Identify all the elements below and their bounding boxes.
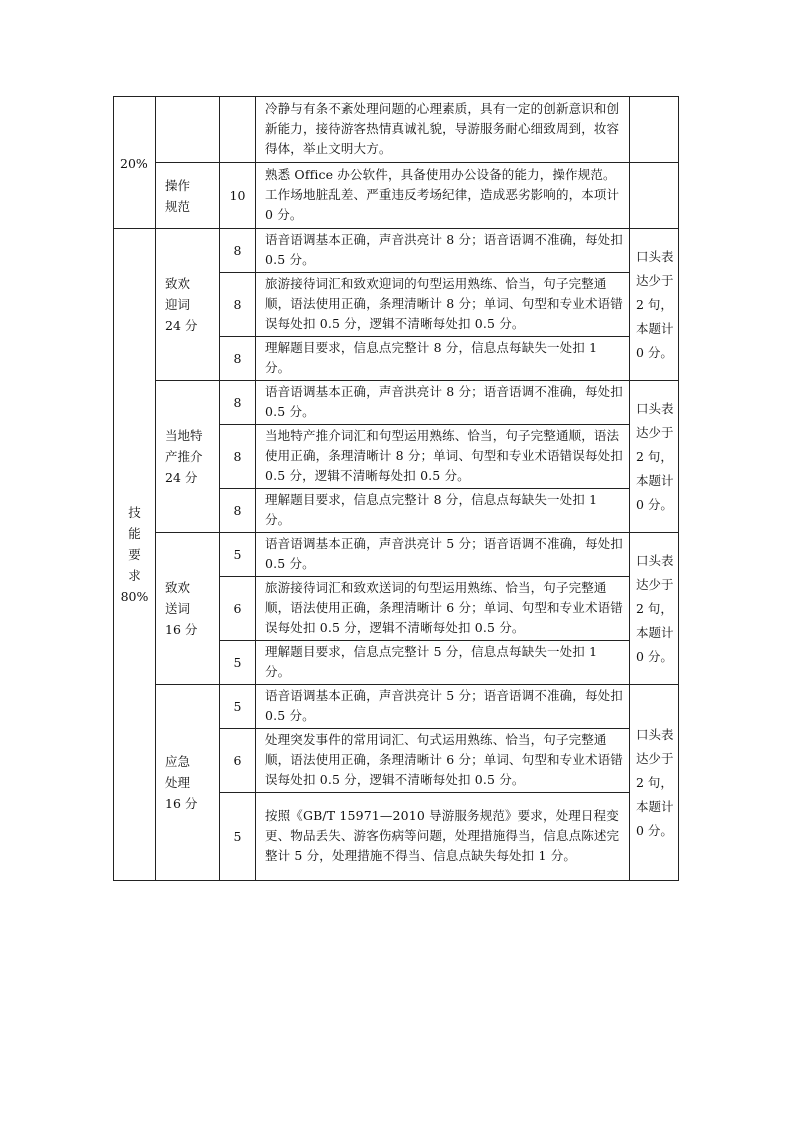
criteria-text: 理解题目要求，信息点完整计 5 分，信息点每缺失一处扣 1 分。 <box>265 644 598 679</box>
table-row <box>114 685 679 729</box>
score-cell <box>220 577 256 641</box>
item-label-line: 24 分 <box>165 470 198 485</box>
item-label-line: 产推介 <box>165 449 203 464</box>
item-label-line: 致欢 <box>165 580 191 595</box>
score-value: 8 <box>233 242 242 258</box>
item-label-line: 当地特 <box>165 428 203 443</box>
category-skill-char: 求 <box>128 568 141 583</box>
note-text: 口头表达少于 2 句，本题计 0 分。 <box>636 248 674 360</box>
criteria-cell <box>256 381 630 425</box>
score-cell <box>220 273 256 337</box>
criteria-text: 旅游接待词汇和致欢送词的句型运用熟练、恰当，句子完整通顺，语法使用正确，条理清晰计 6 分；单词、句型和专业术语错误每处扣 0.5 分，逻辑不清晰每处扣 0.5 分。 <box>265 580 623 635</box>
score-value: 8 <box>233 394 242 410</box>
item-cell <box>156 381 220 533</box>
criteria-text: 语音语调基本正确，声音洪亮计 5 分；语音语调不准确，每处扣 0.5 分。 <box>265 688 623 723</box>
table-row <box>114 533 679 577</box>
category-percent-cell <box>114 97 156 229</box>
note-cell <box>630 685 679 881</box>
score-cell <box>220 793 256 881</box>
note-cell <box>630 533 679 685</box>
score-cell <box>220 489 256 533</box>
category-skill-char: 能 <box>128 526 141 541</box>
note-text: 口头表达少于 2 句，本题计 0 分。 <box>636 552 674 664</box>
table-row <box>114 97 679 163</box>
item-label-line: 处理 <box>165 775 191 790</box>
score-cell <box>220 729 256 793</box>
criteria-cell <box>256 685 630 729</box>
criteria-cell <box>256 533 630 577</box>
criteria-text: 语音语调基本正确，声音洪亮计 8 分；语音语调不准确，每处扣 0.5 分。 <box>265 384 623 419</box>
criteria-text: 语音语调基本正确，声音洪亮计 5 分；语音语调不准确，每处扣 0.5 分。 <box>265 536 623 571</box>
item-label-line: 16 分 <box>165 796 198 811</box>
criteria-cell <box>256 489 630 533</box>
table-row <box>114 229 679 273</box>
criteria-cell <box>256 229 630 273</box>
score-cell <box>220 381 256 425</box>
note-cell-empty <box>630 163 679 229</box>
category-skill-cell <box>114 229 156 881</box>
score-value: 8 <box>233 502 242 518</box>
score-cell <box>220 533 256 577</box>
item-label-line: 致欢 <box>165 276 191 291</box>
score-value: 10 <box>229 187 246 203</box>
item-label-line: 迎词 <box>165 297 191 312</box>
criteria-text: 理解题目要求，信息点完整计 8 分，信息点每缺失一处扣 1 分。 <box>265 492 598 527</box>
criteria-text: 当地特产推介词汇和句型运用熟练、恰当，句子完整通顺，语法使用正确，条理清晰计 8 分；单词、句型和专业术语错误每处扣 0.5 分，逻辑不清晰每处扣 0.5 分。 <box>265 428 623 483</box>
table-row <box>114 163 679 229</box>
criteria-text: 理解题目要求，信息点完整计 8 分，信息点每缺失一处扣 1 分。 <box>265 340 598 375</box>
score-cell-empty <box>220 97 256 163</box>
criteria-cell <box>256 273 630 337</box>
item-cell <box>156 229 220 381</box>
score-value: 5 <box>233 546 242 562</box>
category-skill-char: 要 <box>128 547 141 562</box>
note-cell-empty <box>630 97 679 163</box>
note-text: 口头表达少于 2 句，本题计 0 分。 <box>636 400 674 512</box>
criteria-text: 语音语调基本正确，声音洪亮计 8 分；语音语调不准确，每处扣 0.5 分。 <box>265 232 623 267</box>
note-text: 口头表达少于 2 句，本题计 0 分。 <box>636 726 674 838</box>
score-value: 8 <box>233 448 242 464</box>
score-value: 6 <box>233 752 242 768</box>
score-cell <box>220 685 256 729</box>
note-cell <box>630 229 679 381</box>
item-cell <box>156 163 220 229</box>
criteria-cell <box>256 577 630 641</box>
criteria-text: 旅游接待词汇和致欢迎词的句型运用熟练、恰当，句子完整通顺，语法使用正确，条理清晰计 8 分；单词、句型和专业术语错误每处扣 0.5 分，逻辑不清晰每处扣 0.5 分。 <box>265 276 623 331</box>
score-value: 5 <box>233 828 242 844</box>
score-cell <box>220 337 256 381</box>
score-value: 6 <box>233 600 242 616</box>
item-cell <box>156 685 220 881</box>
item-label-line: 24 分 <box>165 318 198 333</box>
item-label-line: 16 分 <box>165 622 198 637</box>
score-cell <box>220 425 256 489</box>
table-row <box>114 381 679 425</box>
criteria-text: 熟悉 Office 办公软件，具备使用办公设备的能力，操作规范。工作场地脏乱差、严重违反考场纪律，造成恶劣影响的，本项计 0 分。 <box>265 167 620 222</box>
criteria-text: 处理突发事件的常用词汇、句式运用熟练、恰当，句子完整通顺，语法使用正确，条理清晰计 6 分；单词、句型和专业术语错误每处扣 0.5 分，逻辑不清晰每处扣 0.5 分。 <box>265 732 623 787</box>
item-cell <box>156 533 220 685</box>
score-value: 8 <box>233 350 242 366</box>
score-value: 5 <box>233 698 242 714</box>
item-label-line: 操作 <box>165 177 191 193</box>
item-cell-empty <box>156 97 220 163</box>
item-label-line: 规范 <box>165 198 191 214</box>
criteria-cell <box>256 97 630 163</box>
criteria-cell <box>256 793 630 881</box>
note-cell <box>630 381 679 533</box>
criteria-cell <box>256 729 630 793</box>
item-label-line: 送词 <box>165 601 191 616</box>
category-skill-char: 技 <box>128 505 141 520</box>
criteria-cell <box>256 425 630 489</box>
scoring-table <box>113 96 679 881</box>
criteria-cell <box>256 641 630 685</box>
category-percent: 20% <box>120 155 148 171</box>
category-skill-char: 80% <box>120 589 149 604</box>
score-cell <box>220 229 256 273</box>
score-value: 8 <box>233 296 242 312</box>
criteria-cell <box>256 163 630 229</box>
criteria-text: 冷静与有条不紊处理问题的心理素质，具有一定的创新意识和创新能力，接待游客热情真诚礼貌，导游服务耐心细致周到，妆容得体，举止文明大方。 <box>265 101 620 156</box>
score-cell <box>220 163 256 229</box>
item-label-line: 应急 <box>165 754 191 769</box>
score-value: 5 <box>233 654 242 670</box>
score-cell <box>220 641 256 685</box>
criteria-cell <box>256 337 630 381</box>
criteria-text: 按照《GB/T 15971—2010 导游服务规范》要求，处理日程变更、物品丢失、游客伤病等问题，处理措施得当，信息点陈述完整计 5 分，处理措施不得当、信息点缺失每处扣 1 分。 <box>265 808 620 863</box>
